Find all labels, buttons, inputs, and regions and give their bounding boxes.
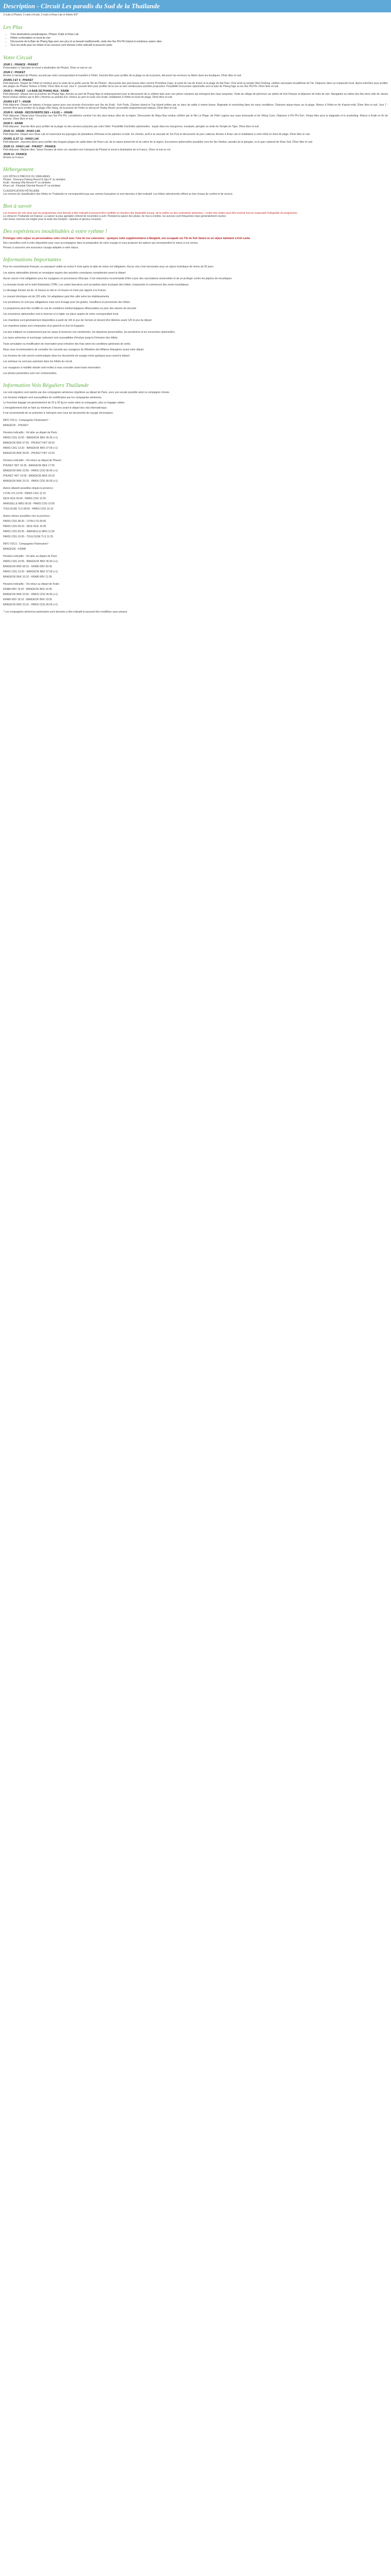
flight-route: BANGKOK - PHUKET <box>3 424 29 427</box>
schedule-line: LYON LYS 10:00 - PARIS CDG 11:15 <box>3 492 46 495</box>
day-title: JOUR 2 : PHUKET <box>3 71 26 74</box>
day-block <box>3 138 388 144</box>
schedule-block <box>3 555 388 579</box>
footnote-block <box>3 611 388 614</box>
footnote: * Les compagnies aériennes partenaires sont données à titre indicatif et peuvent être modifiées sans préavis. <box>3 611 128 614</box>
schedule-line: KRABI KBV 15:20 - BANGKOK BKK 16:45 <box>3 588 52 591</box>
schedule-line: PARIS CDG 10:55 - BANGKOK BKK 05:30 (+1) <box>3 436 58 439</box>
schedule-block <box>3 583 388 606</box>
schedule-title: Horaires indicatifs - Vol retour au départ de Phuket : <box>3 459 62 462</box>
day-title: JOUR 13 : KHAO LAK - PHUKET - FRANCE <box>3 145 56 148</box>
schedule-line: MARSEILLE MRS 09:30 - PARIS CDG 10:55 <box>3 502 55 505</box>
exp-text: Prolongez votre séjour ou personnalisez votre circuit avec l'une de nos extensions : quelques nuits supplémentaires à Bangkok, une escapade sur l'île de Koh Samui ou un séjour balnéaire à Koh Lanta. <box>3 237 251 240</box>
day-text: Petit déjeuner. Matinée libre. Selon l'horaire de votre vol, transfert vers l'aéroport de Phuket et envol à destination de la France. Dîner et nuit en vol. <box>3 148 171 151</box>
schedule-line: KRABI KBV 18:10 - BANGKOK BKK 19:35 <box>3 598 52 601</box>
schedule-line: BANGKOK BKK 23:15 - PARIS CDG 06:00 (+1) <box>3 480 58 483</box>
info-paragraph: Les photos présentées sont non contractuelles. <box>3 372 57 375</box>
info-paragraph: Les prix indiqués ne comprennent pas les repas et boissons non mentionnés, les dépenses personnelles, les pourboires et les excursions optionnelles. <box>3 330 176 334</box>
day-block <box>3 111 388 121</box>
circuit-section <box>3 55 388 159</box>
info-paragraph: Le programme peut être modifié en cas de conditions météorologiques défavorables ou pour des raisons de sécurité. <box>3 307 137 310</box>
hebergement-heading: Hébergement <box>3 166 34 173</box>
bon-text: Le climat en Thaïlande est tropical. La saison la plus agréable s'étend de novembre à avril. Pendant la saison des pluies, de mai à octobre, les averses sont fréquentes mais généralement courtes. <box>3 215 227 218</box>
hebergement-line: Phuket : Deevana Patong Resort & Spa 4* ou similaire <box>3 178 66 181</box>
bon-heading: Bon à savoir <box>3 203 32 209</box>
info-paragraph: Les horaires de vols seront communiqués dans les documents de voyage remis quelques jours avant le départ. <box>3 354 131 358</box>
info-paragraph: Le courant électrique est de 220 volts. Un adaptateur peut être utile selon les établissements. <box>3 295 110 298</box>
exp-heading: Des expériences inoubliables à votre rythme ! <box>3 228 107 234</box>
reg-paragraph: L'enregistrement doit se faire au minimum 3 heures avant le départ des vols internationaux. <box>3 406 108 410</box>
hebergement-line: Les normes de classification des hôtels en Thaïlande ne correspondent pas aux normes françaises et sont données à titre indicatif. Les hôtels sélectionnés offrent un bon niveau de confort et de service. <box>3 193 233 196</box>
info-paragraph: Le décalage horaire est de +5 heures en été et +6 heures en hiver par rapport à la France. <box>3 289 107 292</box>
exp-section <box>3 228 388 249</box>
plus-heading: Les Plus <box>3 24 23 30</box>
reg-paragraph: Les vols réguliers sont opérés par des compagnies aériennes régulières au départ de Paris, avec une escale possible selon la compagnie choisie. <box>3 391 170 394</box>
schedule-line: BANGKOK BKK 23:50 - PARIS CDG 06:45 (+1) <box>3 469 58 472</box>
flight-info-label: INFO VOLS : Compagnies Partenaires* : <box>3 419 50 422</box>
exp-text: Pensez à souscrire une assurance voyage adaptée à votre séjour. <box>3 246 79 249</box>
day-block <box>3 100 388 110</box>
info-section <box>3 257 388 375</box>
schedule-line: BANGKOK BKK 23:15 - PARIS CDG 06:00 (+1) <box>3 603 58 606</box>
day-text: Petit déjeuner. Départ en bateau à longue queue pour une journée d'excursion aux îles de Krabi : Koh Poda, Chicken Island et Tup Island reliées par un banc de sable à marée basse. Baignade et snorkeling dans les eaux cristallines. Déjeuner pique-nique sur la plage. Retour à l'hôtel en fin d'après-midi. Dîner libre et nuit. Jour 7 : journée libre pour profiter de la plage d'Ao Nang, de la piscine de l'hôtel ou découvrir Railay Beach accessible uniquement par bateau. Dîner libre et nuit. <box>3 104 388 110</box>
schedule-line: PHUKET HKT 16:35 - BANGKOK BKK 17:55 <box>3 464 55 467</box>
flight-route: BANGKOK - KRABI <box>3 548 26 551</box>
bon-text: Une tenue correcte est exigée pour la visite des temples : épaules et genoux couverts. <box>3 218 102 221</box>
day-block <box>3 90 388 99</box>
schedule-title: Horaires indicatifs - Vol retour au départ de Krabi : <box>3 583 60 586</box>
day-title: JOUR 9 : KRABI <box>3 122 23 125</box>
plus-item: • Hôtels confortables en bord de mer <box>10 37 388 40</box>
schedule-block <box>3 459 388 483</box>
reg-paragraph: Les horaires indiqués sont susceptibles de modification par les compagnies aériennes. <box>3 396 102 399</box>
day-title: JOUR 8 : KRABI - DÉCOUVERTE DES « 4 ILES » - KRABI <box>3 111 73 114</box>
day-title: JOUR 14 : FRANCE <box>3 153 27 156</box>
schedule-line: PARIS CDG 08:30 - LYON LYS 09:40 <box>3 520 46 523</box>
day-text: Petit déjeuner. Départ de l'hôtel en minibus pour la visite de la partie sud de l'île de Phuket : découverte des plus beaux sites comme Promthep Cape, le point de vue de Karon et la plage de Nai Harn. Puis arrêt au temple Wat Chalong, célèbre sanctuaire bouddhiste de l'île. Déjeuner dans un restaurant local. Après-midi libre pour profiter des plages de Phuket. Retour à l'hôtel. Dîner libre et nuit. Jour 4 : journée libre pour profiter de la mer ou des nombreuses activités proposées. Possibilité d'excursion optionnelle vers la baie de Phang Nga ou les îles Phi Phi. Dîner libre et nuit. <box>3 82 388 88</box>
day-title: JOUR 1 : FRANCE - PHUKET <box>3 63 39 66</box>
info-heading: Informations Importantes <box>3 257 61 263</box>
reg-paragraph: Le franchise bagage est généralement de 20 à 30 kg en soute selon la compagnie, plus un bagage cabine. <box>3 401 125 404</box>
reg-section <box>3 382 388 614</box>
schedule-block <box>3 515 388 538</box>
day-block <box>3 63 388 70</box>
plus-item: • Tous les tarifs pour les hôtels et les services sont donnés à titre indicatif et pourront varier <box>10 44 388 47</box>
flight-info-block <box>3 543 388 551</box>
content <box>0 24 391 614</box>
day-block <box>3 145 388 151</box>
hebergement-line: CLASSIFICATION HÔTELIÈRE <box>3 190 40 193</box>
exp-text: Nos conseillers sont à votre disposition pour vous accompagner dans la préparation de votre voyage et vous proposer les options qui correspondent le mieux à vos envies. <box>3 242 199 245</box>
day-text: Petit déjeuner. Journée libre pour profiter de la plage ou des services proposés par votre hôtel. Possibilité d'activités optionnelles : kayak dans les mangroves, escalade, plongée ou visite du Temple du Tigre. Dîner libre et nuit. <box>3 125 259 128</box>
plus-section <box>3 24 388 47</box>
schedule-line: BANGKOK BKK 07:55 - PHUKET HKT 09:20 <box>3 442 55 445</box>
plus-list <box>10 33 388 47</box>
day-text: Petit déjeuner. Journées libres pour profiter des longues plages de sable blanc de Khao Lak, de la nature préservée et du calme de la région. Excursions optionnelles possibles vers les îles Similan, paradis de la plongée, ou le parc national de Khao Sok. Dîner libre et nuit. <box>3 141 313 144</box>
schedule-line: BANGKOK BKK 10:10 - KRABI KBV 11:30 <box>3 575 52 579</box>
info-paragraph: Les excursions optionnelles sont à réserver et à régler sur place auprès de notre correspondant local. <box>3 313 119 316</box>
info-paragraph: Pour les ressortissants français, un passeport valide au moins 6 mois après la date de retour est obligatoire. Aucun visa n'est nécessaire pour un séjour touristique de moins de 30 jours. <box>3 265 214 268</box>
schedule-block <box>3 431 388 455</box>
day-block <box>3 71 388 77</box>
info-paragraph: Aucun vaccin n'est obligatoire pour les voyageurs en provenance d'Europe. Il est néanmoins recommandé d'être à jour des vaccinations universelles et de se protéger contre les piqûres de moustiques. <box>3 277 233 280</box>
info-paragraph: Nous vous recommandons de consulter les conseils aux voyageurs du Ministère des Affaires étrangères avant votre départ. <box>3 348 144 351</box>
schedule-title: Horaires indicatifs - Vol aller au départ de Paris : <box>3 555 58 558</box>
info-paragraph: Les chambres sont généralement disponibles à partir de 14h le jour de l'arrivée et doivent être libérées avant 12h le jour du départ. <box>3 318 153 322</box>
info-paragraph: Les chambres triples sont composées d'un grand lit et d'un lit d'appoint. <box>3 325 85 328</box>
schedule-line: PARIS CDG 09:35 - MARSEILLE MRS 11:00 <box>3 530 55 533</box>
day-title: JOUR 10 : KRABI - KHAO LAK <box>3 130 40 133</box>
hebergement-line: Khao Lak : Khaolak Oriental Resort 4* ou similaire <box>3 184 61 188</box>
day-block <box>3 79 388 88</box>
circuit-heading: Votre Circuit <box>3 55 32 61</box>
page-subtitle: 3 nuits à Phuket, 3 nuits à Krabi, 3 nuits à Khao Lak et hôtels 4/3* <box>3 13 78 16</box>
schedule-line: PARIS CDG 10:55 - BANGKOK BKK 05:30 (+1) <box>3 560 58 563</box>
day-title: JOURS 3 ET 4 : PHUKET <box>3 79 34 82</box>
hebergement-line: Krabi : Aonang Villa Resort 4* ou similaire <box>3 181 51 184</box>
info-paragraph: Les animaux ne sont pas autorisés dans les hôtels du circuit. <box>3 360 73 363</box>
schedule-title: Autres départs possibles depuis la province : <box>3 487 55 490</box>
bon-section <box>3 203 388 221</box>
plus-item: • Découverte de la Baie de Phang Nga avec ses pics et sa beauté traditionnelle, visite des îles Phi Phi Island et nombreux autres sites <box>10 40 388 44</box>
day-text: Présentation à l'aéroport et envol à destination de Phuket. Dîner et nuit en vol. <box>3 66 93 70</box>
day-title: JOURS 11 ET 12 : KHAO LAK <box>3 138 39 141</box>
schedule-line: NICE NCE 09:40 - PARIS CDG 11:05 <box>3 497 46 500</box>
plus-item: • Trois destinations paradisiaques, Phuket, Krabi et Khao Lak <box>10 33 388 37</box>
day-text: Arrivée en France. <box>3 156 25 159</box>
reg-heading: Information Vols Réguliers Thaïlande <box>3 382 89 388</box>
info-paragraph: Les pourboires ne sont pas obligatoires mais sont d'usage pour les guides, chauffeurs et personnels des hôtels. <box>3 301 131 304</box>
schedule-title: Autres retours possibles vers la province : <box>3 515 51 518</box>
schedule-block <box>3 487 388 511</box>
schedule-line: TOULOUSE TLS 08:50 - PARIS CDG 10:10 <box>3 507 54 511</box>
reg-paragraph: Il est recommandé de se présenter à l'aéroport avec tous les documents de voyage nécessaires. <box>3 412 113 415</box>
bon-text: Les horaires de vols ainsi que les programmes sont donnés à titre indicatif et peuvent être modifiés en fonction des impératifs locaux, de la météo ou des contraintes aériennes. L'ordre des visites peut être inversé tout en respectant l'intégralité du programme. <box>3 212 298 215</box>
schedule-line: BANGKOK BKK 23:50 - PARIS CDG 06:45 (+1) <box>3 593 58 596</box>
day-block <box>3 153 388 159</box>
schedule-line: PARIS CDG 13:20 - BANGKOK BKK 07:00 (+1) <box>3 447 58 450</box>
schedule-title: Horaires indicatifs - Vol aller au départ de Paris : <box>3 431 58 434</box>
day-title: JOURS 6 ET 7 : KRABI <box>3 100 31 104</box>
schedule-line: PARIS CDG 10:05 - TOULOUSE TLS 11:25 <box>3 535 53 538</box>
schedule-line: BANGKOK BKK 08:15 - KRABI KBV 09:35 <box>3 565 52 568</box>
hebergement-line: LES HÔTELS PRÉVUS OU SIMILAIRES <box>3 175 51 178</box>
day-block <box>3 130 388 136</box>
schedule-line: PARIS CDG 13:20 - BANGKOK BKK 07:00 (+1) <box>3 570 58 573</box>
schedule-line: PHUKET HKT 19:00 - BANGKOK BKK 20:20 <box>3 474 55 478</box>
day-title: JOUR 5 : PHUKET - LA BAIE DE PHANG NGA - KRABI <box>3 90 69 93</box>
schedule-line: PARIS CDG 09:15 - NICE NCE 10:45 <box>3 525 46 528</box>
page-title: Description - Circuit Les paradis du Sud de la Thaïlande <box>0 0 391 12</box>
info-paragraph: Les autres nationalités doivent se renseigner auprès des autorités consulaires compétentes avant le départ. <box>3 271 126 275</box>
info-paragraph: Les voyageurs à mobilité réduite sont invités à nous consulter avant toute réservation. <box>3 366 102 369</box>
info-paragraph: Toute annulation ou modification de réservation peut entraîner des frais selon les conditions générales de vente. <box>3 342 131 346</box>
day-text: Petit déjeuner. Départ vers la province de Phang Nga. Arrivée au port de Phang Nga et embarquement pour la découverte de la célèbre baie avec ses pitons calcaires qui émergent des eaux turquoise. Visite du village de pêcheurs sur pilotis de Koh Panyee et déjeuner de fruits de mer. Navigation au milieu des îles dont celle de James Bond rendue célèbre par le film L'Homme au pistolet d'or. Retour au port et route vers Krabi. Installation à l'hôtel en bord de plage. Dîner libre et nuit. <box>3 93 388 99</box>
day-block <box>3 122 388 128</box>
info-paragraph: La monnaie locale est le baht thaïlandais (THB). Les cartes bancaires sont acceptées dans la plupart des hôtels, restaurants et commerces des zones touristiques. <box>3 283 189 286</box>
day-text: Petit déjeuner. Départ vers Khao Lak en traversant les paysages de plantations d'hévéas et de palmiers à huile. En chemin, arrêt à la cascade de Ton Prai et découverte du parc national. Arrivée à Khao Lak et installation à votre hôtel en bord de plage. Dîner libre et nuit. <box>3 133 311 136</box>
day-text: Petit déjeuner. Départ pour l'excursion aux îles Phi Phi, considérées comme l'un des plus beaux sites de la région. Découverte de Maya Bay rendue célèbre par le film La Plage, de Pileh Lagoon aux eaux émeraude et de Viking Cave. Déjeuner à Phi Phi Don. Temps libre pour la baignade et le snorkeling. Retour à Krabi en fin de journée. Dîner libre et nuit. <box>3 114 388 121</box>
hebergement-section <box>3 166 388 196</box>
flight-info-label: INFO VOLS : Compagnies Partenaires* : <box>3 543 50 546</box>
schedule-line: BANGKOK BKK 09:05 - PHUKET HKT 10:25 <box>3 452 55 455</box>
day-text: Arrivée à l'aéroport de Phuket, accueil par notre correspondant et transfert à l'hôtel. Journée libre pour profiter de la plage ou de la piscine, découvrir les environs ou flâner dans les boutiques. Dîner libre et nuit. <box>3 74 242 77</box>
info-paragraph: Les taxes aériennes et surcharge carburant sont susceptibles d'évoluer jusqu'à l'émission des billets. <box>3 336 118 340</box>
flight-info-block <box>3 419 388 427</box>
